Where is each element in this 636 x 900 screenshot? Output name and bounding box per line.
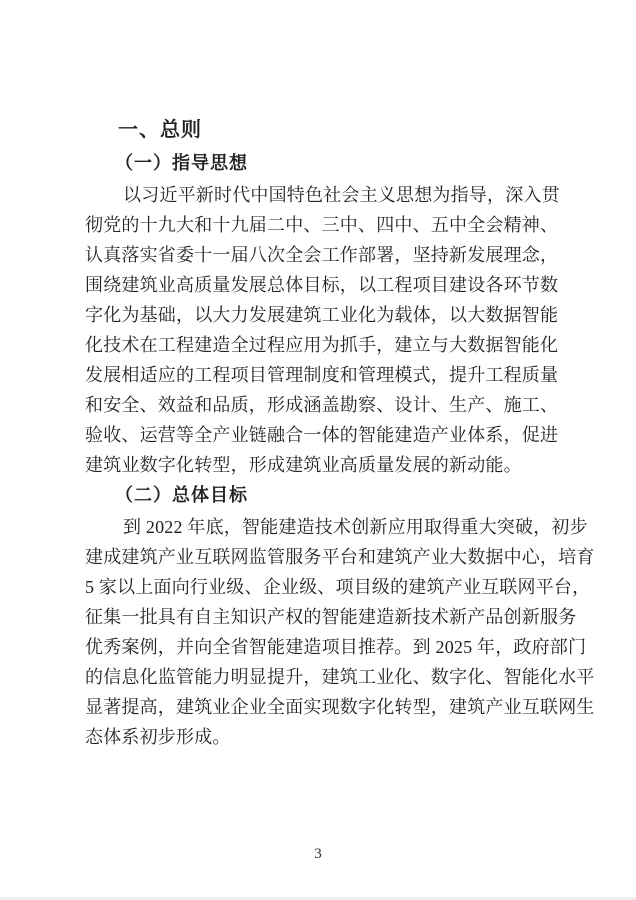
text-line: 建筑业数字化转型，形成建筑业高质量发展的新动能。 <box>85 455 522 475</box>
text-line: 态体系初步形成。 <box>85 727 231 747</box>
text-line: 和安全、效益和品质，形成涵盖勘察、设计、生产、施工、 <box>85 395 559 415</box>
text-line: 以习近平新时代中国特色社会主义思想为指导，深入贯 <box>123 185 560 205</box>
text-line: 彻党的十九大和十九届二中、三中、四中、五中全会精神、 <box>85 215 559 235</box>
text-line: 字化为基础，以大力发展建筑工业化为载体，以大数据智能 <box>85 305 559 325</box>
text-line: 的信息化监管能力明显提升，建筑工业化、数字化、智能化水平 <box>85 667 595 687</box>
page-number: 3 <box>314 846 322 862</box>
text-line: 到 2022 年底，智能建造技术创新应用取得重大突破，初步 <box>123 517 588 537</box>
subsection-heading: （一）指导思想 <box>115 153 248 173</box>
text-line: 围绕建筑业高质量发展总体目标，以工程项目建设各环节数 <box>85 275 559 295</box>
text-line: 验收、运营等全产业链融合一体的智能建造产业体系，促进 <box>85 425 559 445</box>
text-line: 发展相适应的工程项目管理制度和管理模式，提升工程质量 <box>85 365 559 385</box>
text-line: 化技术在工程建造全过程应用为抓手，建立与大数据智能化 <box>85 335 559 355</box>
text-line: 5 家以上面向行业级、企业级、项目级的建筑产业互联网平台， <box>85 577 591 597</box>
text-line: 显著提高，建筑业企业全面实现数字化转型，建筑产业互联网生 <box>85 697 595 717</box>
text-line: 认真落实省委十一届八次全会工作部署，坚持新发展理念， <box>85 245 559 265</box>
text-line: 建成建筑产业互联网监管服务平台和建筑产业大数据中心，培育 <box>85 547 595 567</box>
subsection-heading: （二）总体目标 <box>115 485 248 505</box>
text-line: 优秀案例，并向全省智能建造项目推荐。到 2025 年，政府部门 <box>85 637 587 657</box>
text-line: 征集一批具有自主知识产权的智能建造新技术新产品创新服务 <box>85 607 577 627</box>
section-title: 一、总则 <box>118 119 202 141</box>
document-body <box>85 114 595 752</box>
